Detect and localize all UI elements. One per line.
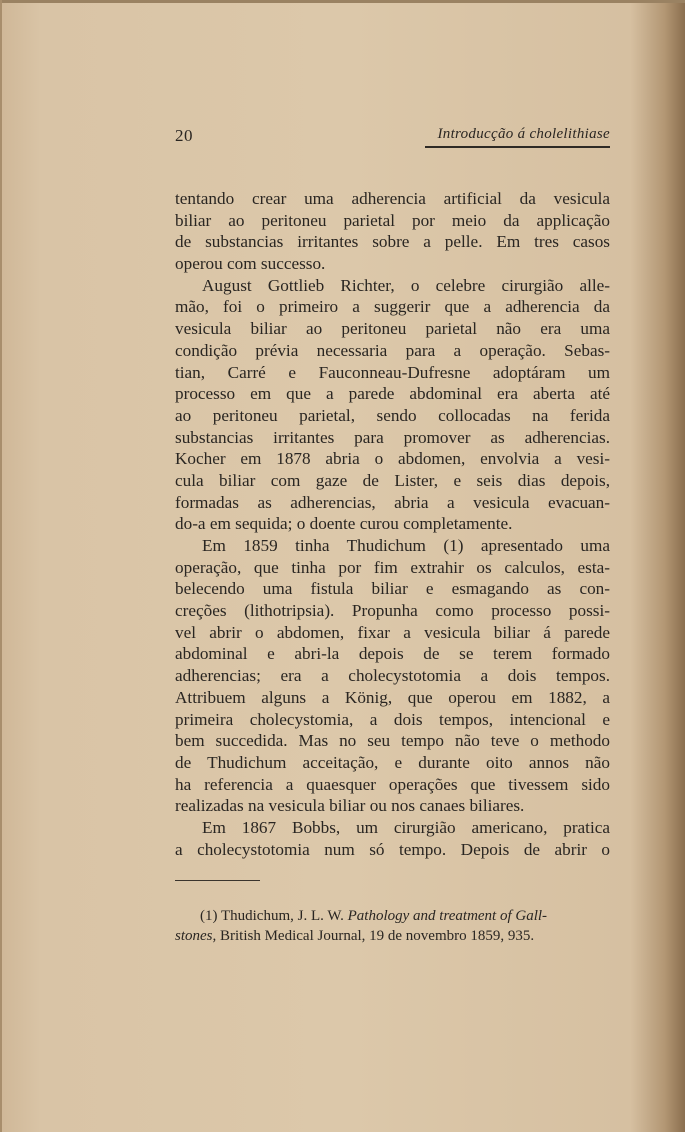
text-line: vesicula biliar ao peritoneu parietal não era uma [175, 319, 610, 339]
footnote-line [175, 926, 610, 946]
text-line: Attribuem alguns a König, que operou em 1882, a [175, 687, 610, 707]
page-number: 20 [175, 126, 193, 145]
text-line: processo em que a parede abdominal era aberta até [175, 384, 610, 404]
running-header [175, 124, 610, 146]
page-top-edge [0, 0, 685, 3]
footnote-title: stones, [175, 928, 217, 944]
text-line: Em 1859 tinha Thudichum (1) apresentado uma [202, 536, 610, 555]
footnote-text: British Medical Journal, 19 de novembro 1859, 935. [216, 928, 535, 944]
text-line: mão, foi o primeiro a suggerir que a adherencia da [175, 297, 610, 317]
text-line: condição prévia necessaria para a operação. Sebas- [175, 340, 610, 360]
text-line: tentando crear uma adherencia artificial da vesicula [175, 189, 610, 208]
text-line: abdominal e abri-la depois de se terem formado [175, 644, 610, 664]
text-line: ha referencia a quaesquer operações que tivessem sido [175, 774, 610, 794]
footnote [175, 906, 610, 946]
header-rule [425, 146, 610, 148]
text-line: belecendo uma fistula biliar e esmagando as con- [175, 579, 610, 599]
text-line: bem succedida. Mas no seu tempo não teve o methodo [175, 731, 610, 751]
text-line: do-a em sequida; o doente curou completamente. [175, 514, 513, 534]
footnote-line [175, 906, 610, 926]
page-left-edge [0, 0, 2, 1132]
text-line: creções (lithotripsia). Propunha como processo possi- [175, 601, 610, 621]
text-line: de Thudichum acceitação, e durante oito annos não [175, 752, 610, 772]
text-line: cula biliar com gaze de Lister, e seis dias depois, [175, 470, 610, 490]
text-line: Kocher em 1878 abria o abdomen, envolvia a vesi- [175, 449, 610, 469]
text-line: operou com successo. [175, 254, 326, 274]
text-line: primeira cholecystomia, a dois tempos, intencional e [175, 709, 610, 729]
footnote-title: Pathology and treatment of Gall- [347, 908, 548, 924]
text-line: biliar ao peritoneu parietal por meio da applicação [175, 210, 610, 230]
text-line: a cholecystotomia num só tempo. Depois de abrir o [175, 839, 610, 859]
text-line: Em 1867 Bobbs, um cirurgião americano, pratica [202, 817, 610, 837]
text-line: ao peritoneu parietal, sendo collocadas na ferida [175, 405, 610, 425]
text-line: formadas as adherencias, abria a vesicula evacuan- [175, 492, 610, 512]
footnote-text: (1) Thudichum, J. L. W. [200, 908, 348, 924]
text-line: adherencias; era a cholecystotomia a dois tempos. [175, 666, 610, 686]
body-text [175, 188, 610, 860]
text-line: August Gottlieb Richter, o celebre cirurgião alle- [202, 275, 610, 295]
text-line: substancias irritantes para promover as adherencias. [175, 427, 610, 447]
text-line: tian, Carré e Fauconneau-Dufresne adoptáram um [175, 362, 610, 382]
text-line: vel abrir o abdomen, fixar a vesicula biliar á parede [175, 622, 610, 642]
text-line: realizadas na vesicula biliar ou nos canaes biliares. [175, 796, 525, 816]
text-line: de substancias irritantes sobre a pelle. Em tres casos [175, 232, 610, 252]
text-line: operação, que tinha por fim extrahir os calculos, esta- [175, 557, 610, 577]
footnote-rule [175, 880, 260, 881]
running-title: Introducção á cholelithiase [437, 126, 610, 142]
